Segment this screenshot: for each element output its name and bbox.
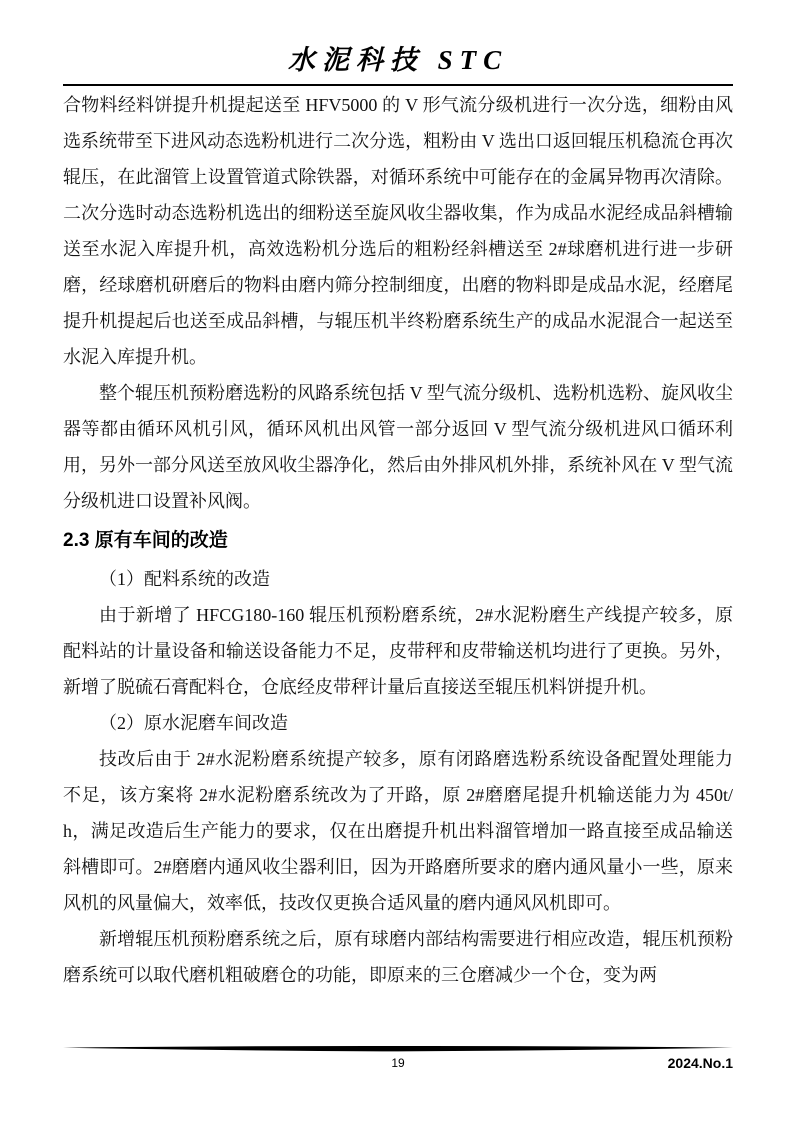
article-body — [63, 87, 733, 993]
footer-row — [63, 1053, 733, 1075]
header-rule — [63, 84, 733, 86]
page-number: 19 — [391, 1056, 405, 1070]
journal-title: 水泥科技 STC — [287, 45, 509, 75]
page-footer — [63, 1045, 733, 1085]
issue-number: 2024.No.1 — [667, 1055, 733, 1071]
footer-rule — [63, 1045, 733, 1053]
item-2-heading: （2）原水泥磨车间改造 — [99, 713, 288, 733]
page-header — [63, 0, 733, 86]
paragraph-ball-mill-retrofit: 新增辊压机预粉磨系统之后，原有球磨内部结构需要进行相应改造，辊压机预粉磨系统可以取代磨机粗破磨仓的功能，即原来的三仓磨减少一个仓，变为两 — [63, 929, 733, 985]
item-2-body: 技改后由于 2#水泥粉磨系统提产较多，原有闭路磨选粉系统设备配置处理能力不足，该方案将 2#水泥粉磨系统改为了开路，原 2#磨磨尾提升机输送能力为 450t/h，满足改造后生产能力的要求，仅在出磨提升机出料溜管增加一路直接至成品输送斜槽即可。2#磨磨内通风收尘器利旧，因为开路磨所要求的磨内通风量小一些，原来风机的风量偏大，效率低，技改仅更换合适风量的磨内通风风机即可。 — [63, 749, 733, 913]
item-1-body: 由于新增了 HFCG180-160 辊压机预粉磨系统，2#水泥粉磨生产线提产较多，原配料站的计量设备和输送设备能力不足，皮带秤和皮带输送机均进行了更换。另外，新增了脱硫石膏配料仓，仓底经皮带秤计量后直接送至辊压机料饼提升机。 — [63, 605, 733, 697]
paragraph-air-circuit: 整个辊压机预粉磨选粉的风路系统包括 V 型气流分级机、选粉机选粉、旋风收尘器等都由循环风机引风，循环风机出风管一部分返回 V 型气流分级机进风口循环利用，另外一部分风送至放风收尘器净化，然后由外排风机外排，系统补风在 V 型气流分级机进口设置补风阀。 — [63, 383, 733, 511]
item-1-heading: （1）配料系统的改造 — [99, 569, 270, 589]
section-heading-2-3: 2.3 原有车间的改造 — [63, 530, 228, 551]
paragraph-process-continuation: 合物料经料饼提升机提起送至 HFV5000 的 V 形气流分级机进行一次分选，细粉由风选系统带至下进风动态选粉机进行二次分选，粗粉由 V 选出口返回辊压机稳流仓再次辊压，在此溜管上设置管道式除铁器，对循环系统中可能存在的金属异物再次清除。二次分选时动态选粉机选出的细粉送至旋风收尘器收集，作为成品水泥经成品斜槽输送至水泥入库提升机，高效选粉机分选后的粗粉经斜槽送至 2#球磨机进行进一步研磨，经球磨机研磨后的物料由磨内筛分控制细度，出磨的物料即是成品水泥，经磨尾提升机提起后也送至成品斜槽，与辊压机半终粉磨系统生产的成品水泥混合一起送至水泥入库提升机。 — [63, 95, 733, 367]
